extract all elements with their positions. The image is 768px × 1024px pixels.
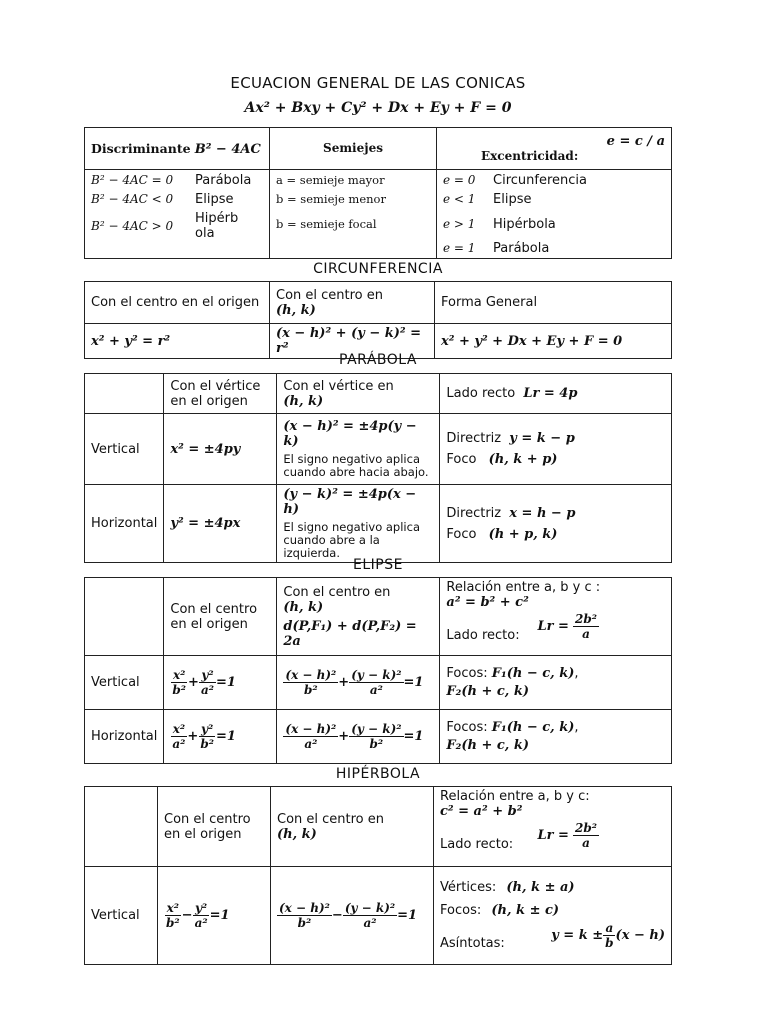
- frac: [164, 901, 182, 930]
- page-title: ECUACION GENERAL DE LAS CONICAS: [230, 74, 526, 92]
- frac-num: (y − k)²: [344, 901, 396, 915]
- focos-label: Focos:: [446, 720, 488, 735]
- frac-num: 2b²: [575, 821, 597, 835]
- case-condition: B² − 4AC > 0: [91, 218, 174, 233]
- circ-eq-origin: x² + y² = r²: [85, 324, 270, 359]
- eli-h1: Con el centro en el origen: [164, 578, 277, 656]
- circ-eq-general: x² + y² + Dx + Ey + F = 0: [435, 324, 672, 359]
- discriminant-label: Discriminante: [91, 140, 191, 156]
- eli-definition: d(P,F₁) + d(P,F₂) = 2a: [283, 618, 417, 649]
- frac-num: y²: [194, 901, 208, 915]
- eli-focos: Focos: F₁(h − c, k), F₂(h + c, k): [440, 710, 672, 764]
- frac-num: a: [605, 921, 614, 935]
- par-h3-text: Lado recto: [446, 386, 516, 401]
- par-h3: [440, 374, 672, 414]
- frac: [170, 722, 187, 751]
- ecc-name: Elipse: [493, 192, 532, 207]
- section-title-parabola: PARÁBOLA: [339, 352, 417, 368]
- eli-empty: [85, 578, 164, 656]
- par-row-label: Horizontal: [85, 485, 164, 563]
- par-h2-math: (h, k): [283, 393, 324, 409]
- eccentricity-formula: e = c / a: [606, 133, 665, 149]
- case-name: Elipse: [195, 192, 234, 207]
- hip-row-label: Vertical: [85, 867, 158, 965]
- frac-den: b²: [172, 683, 187, 697]
- semieje-mayor: a = semieje mayor: [276, 173, 385, 187]
- par-eq-vertex: (x − h)² = ±4p(y − k): [283, 419, 417, 449]
- frac-num: x²: [173, 668, 186, 682]
- frac-den: b²: [297, 916, 312, 930]
- hip-props: [434, 867, 672, 965]
- elipse-table: [84, 577, 672, 764]
- frac: [349, 668, 403, 697]
- frac: [603, 921, 615, 950]
- hip-lado-recto-eq: [537, 821, 599, 850]
- frac: [199, 668, 216, 697]
- hip-relation-eq: c² = a² + b²: [440, 804, 523, 819]
- frac: [343, 901, 397, 930]
- frac: [283, 722, 338, 751]
- circ-h2: [270, 282, 435, 324]
- excentricidad-label: Excentricidad:: [481, 148, 579, 163]
- ecc-name: Circunferencia: [493, 173, 587, 188]
- frac-num: x²: [166, 901, 180, 915]
- ecc-name: Parábola: [493, 241, 550, 256]
- hip-relation-label: Relación entre a, b y c:: [440, 789, 590, 804]
- section-title-circunferencia: CIRCUNFERENCIA: [313, 261, 443, 277]
- asintotas-lhs: y = k ±: [551, 928, 604, 943]
- hip-lado-recto-label: Lado recto:: [440, 837, 514, 852]
- eli-row-label: Horizontal: [85, 710, 164, 764]
- frac: [170, 668, 188, 697]
- par-note: El signo negativo aplica cuando abre a la izquierda.: [283, 520, 420, 560]
- directriz-eq: y = k − p: [509, 431, 575, 446]
- case-row: [91, 173, 263, 188]
- frac-num: (x − h)²: [285, 722, 337, 736]
- circ-h2-math: (h, k): [276, 302, 316, 318]
- foco-2: F₂(h + c, k): [446, 738, 529, 753]
- foco-1: F₁(h − c, k): [491, 720, 575, 735]
- eli-eq-origin: $\frac{\text{x²}}{\text{b²}}$ + $\frac{\text{y²}}{\text{a²}}$ =1: [164, 656, 277, 710]
- foco-label: Foco: [446, 526, 477, 542]
- par-eq-vertex: (y − k)² = ±4p(x − h): [283, 487, 417, 517]
- directriz-label: Directriz: [446, 431, 502, 446]
- par-h2-text: Con el vértice en: [283, 378, 394, 394]
- focos-label: Focos:: [440, 903, 482, 918]
- hip-h3: [434, 787, 672, 867]
- eli-h2-text: Con el centro en: [283, 584, 391, 600]
- frac-num: 2b²: [575, 612, 597, 626]
- frac: [193, 901, 210, 930]
- discriminant-table: [84, 127, 672, 259]
- case-condition: B² − 4AC < 0: [91, 192, 174, 206]
- frac-num: y²: [201, 668, 214, 682]
- ecc-condition: e = 0: [443, 173, 476, 187]
- ecc-condition: e > 1: [443, 217, 476, 231]
- eli-eq-center: $\frac{\text{(x − h)²}}{\text{a²}}$ + $\frac{\text{(y − k)²}}{\text{b²}}$ =1: [277, 710, 440, 764]
- par-eq-origin: x² = ±4py: [164, 414, 277, 485]
- hiperbola-table: [84, 786, 672, 965]
- par-row-label: Vertical: [85, 414, 164, 485]
- circ-h1: Con el centro en el origen: [85, 282, 270, 324]
- circunferencia-table: [84, 281, 672, 359]
- hip-h2-math: (h, k): [277, 826, 317, 842]
- eli-h3: [440, 578, 672, 656]
- eli-h2-math: (h, k): [283, 599, 324, 615]
- semiejes-label: Semiejes: [323, 141, 383, 155]
- frac-den: a²: [304, 737, 318, 751]
- directriz-label: Directriz: [446, 505, 502, 521]
- frac-den: a²: [194, 916, 208, 930]
- semiejes-cell: [270, 170, 437, 259]
- general-equation: Ax² + Bxy + Cy² + Dx + Ey + F = 0: [244, 100, 512, 116]
- frac-num: x²: [172, 722, 186, 736]
- focos-label: Focos:: [446, 666, 488, 681]
- frac: [283, 668, 338, 697]
- case-name: Parábola: [195, 173, 252, 188]
- frac-num: (x − h)²: [285, 668, 337, 682]
- hip-h2-text: Con el centro en: [277, 811, 385, 827]
- par-eq-vertex-cell: [277, 414, 440, 485]
- frac-den: b: [605, 936, 614, 950]
- frac-den: a²: [200, 683, 214, 697]
- eli-focos: Focos: F₁(h − c, k), F₂(h + c, k): [440, 656, 672, 710]
- eli-h2: [277, 578, 440, 656]
- frac-den: b²: [304, 683, 318, 697]
- frac-den: b²: [200, 737, 214, 751]
- foco-2: F₂(h + c, k): [446, 684, 529, 699]
- semieje-focal: b = semieje focal: [276, 217, 377, 231]
- semiejes-header: [270, 128, 437, 170]
- ecc-condition: e = 1: [443, 241, 476, 255]
- vertices-eq: (h, k ± a): [506, 880, 575, 895]
- eli-lr-frac: [573, 612, 599, 641]
- excentricidad-header: [437, 128, 672, 170]
- frac: [277, 901, 332, 930]
- par-h3-math: Lr = 4p: [523, 386, 578, 401]
- foco-eq: (h + p, k): [488, 526, 558, 542]
- frac-num: (x − h)²: [279, 901, 330, 915]
- discriminant-cases: [85, 170, 270, 259]
- case-condition: B² − 4AC = 0: [91, 173, 174, 187]
- frac-num: (y − k)²: [351, 722, 402, 736]
- ecc-condition: e < 1: [443, 192, 476, 206]
- par-eq-origin: y² = ±4px: [164, 485, 277, 563]
- eli-row-label: Vertical: [85, 656, 164, 710]
- frac-den: a²: [369, 683, 383, 697]
- asintotas-label: Asíntotas:: [440, 936, 505, 951]
- ecc-row: [443, 241, 665, 256]
- hip-eq-center: $\frac{\text{(x − h)²}}{\text{b²}}$ − $\frac{\text{(y − k)²}}{\text{a²}}$ =1: [271, 867, 434, 965]
- eccentricity-cell: [437, 170, 672, 259]
- frac-num: y²: [201, 722, 214, 736]
- frac-den: b²: [369, 737, 384, 751]
- par-props: [440, 485, 672, 563]
- eli-relation-eq: a² = b² + c²: [446, 595, 529, 610]
- frac-den: b²: [166, 916, 180, 930]
- section-title-elipse: ELIPSE: [353, 557, 403, 573]
- par-eq-vertex-cell: [277, 485, 440, 563]
- foco-eq: (h, k + p): [488, 452, 558, 467]
- circ-h3: Forma General: [435, 282, 672, 324]
- asintotas-rhs: (x − h): [615, 928, 665, 943]
- frac-den: a²: [172, 737, 186, 751]
- case-row: [91, 192, 263, 207]
- hip-h1: Con el centro en el origen: [158, 787, 271, 867]
- eli-eq-center: $\frac{\text{(x − h)²}}{\text{b²}}$ + $\frac{\text{(y − k)²}}{\text{a²}}$ =1: [277, 656, 440, 710]
- par-note: El signo negativo aplica cuando abre hacia abajo.: [283, 452, 429, 479]
- ecc-row: [443, 192, 665, 207]
- ecc-row: [443, 173, 665, 188]
- frac-den: a²: [363, 916, 377, 930]
- foco-1: F₁(h − c, k): [491, 666, 575, 681]
- par-props: [440, 414, 672, 485]
- ecc-name: Hipérbola: [493, 217, 556, 232]
- par-empty: [85, 374, 164, 414]
- eli-relation-label: Relación entre a, b y c :: [446, 580, 601, 595]
- semieje-menor: b = semieje menor: [276, 192, 386, 206]
- frac-num: (y − k)²: [351, 668, 402, 682]
- circ-h2-text: Con el centro en: [276, 287, 384, 303]
- vertices-label: Vértices:: [440, 880, 497, 895]
- discriminant-header: [85, 128, 270, 170]
- frac-den: a: [582, 836, 590, 850]
- asintotas-eq: [551, 921, 665, 950]
- ecc-row: [443, 217, 665, 232]
- hip-lr-frac: [573, 821, 599, 850]
- hip-h2: [271, 787, 434, 867]
- circ-eq-center: (x − h)² + (y − k)² = r²: [270, 324, 435, 359]
- section-title-hiperbola: HIPÉRBOLA: [335, 766, 421, 782]
- case-name: Hipérbola: [195, 211, 239, 241]
- hip-eq-origin: $\frac{\text{x²}}{\text{b²}}$ − $\frac{\text{y²}}{\text{a²}}$ =1: [158, 867, 271, 965]
- case-row: [91, 211, 263, 241]
- focos-eq: (h, k ± c): [491, 903, 560, 918]
- directriz-eq: x = h − p: [509, 505, 576, 521]
- foco-label: Foco: [446, 452, 477, 467]
- parabola-table: [84, 373, 672, 563]
- hip-empty: [85, 787, 158, 867]
- par-h2: [277, 374, 440, 414]
- frac: [198, 722, 216, 751]
- par-h1: Con el vértice en el origen: [164, 374, 277, 414]
- eli-lr-lhs: Lr =: [537, 619, 569, 634]
- eli-lado-recto-label: Lado recto:: [446, 628, 520, 643]
- frac-den: a: [582, 627, 590, 641]
- discriminant-formula: B² − 4AC: [194, 141, 261, 157]
- frac: [349, 722, 403, 751]
- hip-lr-lhs: Lr =: [537, 828, 569, 843]
- eli-eq-origin: $\frac{\text{x²}}{\text{a²}}$ + $\frac{\text{y²}}{\text{b²}}$ =1: [164, 710, 277, 764]
- eli-lado-recto-eq: [537, 612, 599, 641]
